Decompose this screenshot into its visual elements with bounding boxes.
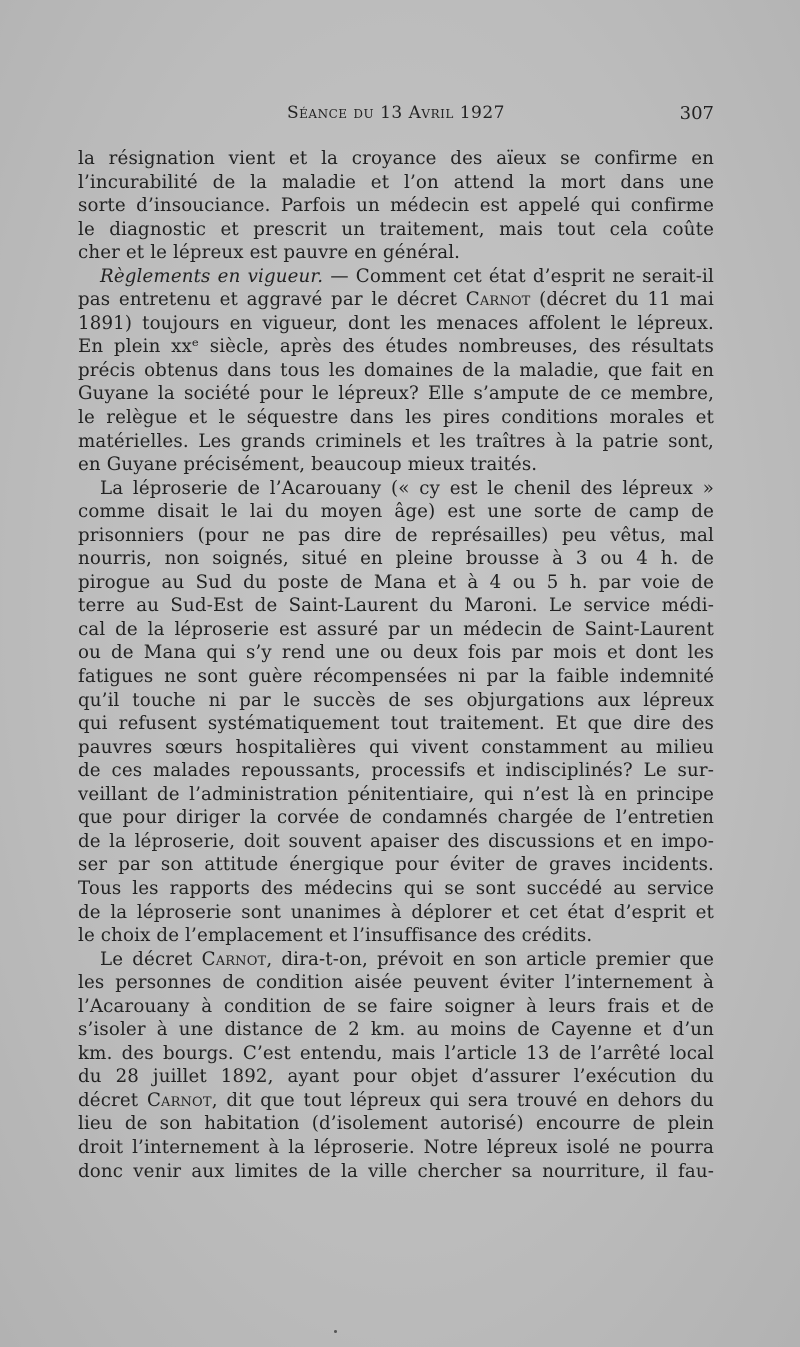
text-line: le diagnostic et prescrit un traitement, mais tout cela coûte xyxy=(78,218,714,240)
page-header xyxy=(78,103,714,129)
text-line: de la léproserie sont unanimes à déplorer et cet état d’esprit et xyxy=(78,901,714,923)
text-line: Guyane la société pour le lépreux? Elle s’ampute de ce membre, xyxy=(78,383,714,405)
running-head-day: 13 xyxy=(380,103,403,123)
proper-name: Carnot xyxy=(201,948,267,970)
text-line: le relègue et le séquestre dans les pires conditions morales et xyxy=(78,407,714,429)
text-line: pirogue au Sud du poste de Mana et à 4 ou 5 h. par voie de xyxy=(78,571,714,593)
text-line: qui refusent systématiquement tout traitement. Et que dire des xyxy=(78,713,714,735)
text-line: cal de la léproserie est assuré par un médecin de Saint-Laurent xyxy=(78,618,714,640)
section-heading: Règlements en vigueur. xyxy=(100,265,324,287)
text-line: cher et le lépreux est pauvre en général. xyxy=(78,242,461,264)
page-number: 307 xyxy=(679,103,714,124)
text-run: Le décret xyxy=(100,948,202,970)
text-run: (décret du 11 mai xyxy=(530,289,714,311)
text-line xyxy=(78,948,714,972)
text-line: lieu de son habitation (d’isolement autorisé) encourre de plein xyxy=(78,1113,714,1135)
text-run: , dit que tout lépreux qui sera trouvé en dehors du xyxy=(211,1089,714,1111)
text-line: de la léproserie, doit souvent apaiser des discussions et en impo- xyxy=(78,830,714,852)
body-text xyxy=(78,147,714,1183)
text-line: comme disait le lai du moyen âge) est une sorte de camp de xyxy=(78,501,714,523)
text-line: ou de Mana qui s’y rend une ou deux fois par mois et dont les xyxy=(78,642,714,664)
running-head-year: 1927 xyxy=(459,103,505,123)
text-line: l’Acarouany à condition de se faire soigner à leurs frais et de xyxy=(78,995,714,1017)
text-line: nourris, non soignés, situé en pleine brousse à 3 ou 4 h. de xyxy=(78,548,714,570)
text-line: les personnes de condition aisée peuvent éviter l’internement à xyxy=(78,972,714,994)
text-run: décret xyxy=(78,1089,147,1111)
text-run: pas entretenu et aggravé par le décret xyxy=(78,289,466,311)
text-line: sorte d’insouciance. Parfois un médecin est appelé qui confirme xyxy=(78,195,714,217)
text-line: prisonniers (pour ne pas dire de représailles) peu vêtus, mal xyxy=(78,524,714,546)
text-line xyxy=(78,265,714,289)
text-run: — Comment cet état d’esprit ne serait-il xyxy=(323,265,714,287)
text-line: le choix de l’emplacement et l’insuffisance des crédits. xyxy=(78,925,593,947)
text-line: La léproserie de l’Acarouany (« cy est le chenil des lépreux » xyxy=(100,477,714,499)
proper-name: Carnot xyxy=(465,289,531,311)
proper-name: Carnot xyxy=(146,1089,212,1111)
text-line: matérielles. Les grands criminels et les traîtres à la patrie sont, xyxy=(78,430,714,452)
text-line: que pour diriger la corvée de condamnés chargée de l’entretien xyxy=(78,807,714,829)
text-line: du 28 juillet 1892, ayant pour objet d’assurer l’exécution du xyxy=(78,1066,714,1088)
running-head-prefix: Séance du xyxy=(287,103,375,123)
text-run: , dira-t-on, prévoit en son article premier que xyxy=(266,948,714,970)
text-line: pauvres sœurs hospitalières qui vivent constamment au milieu xyxy=(78,736,714,758)
text-line: de ces malades repoussants, processifs et indisciplinés? Le sur- xyxy=(78,760,714,782)
text-line: veillant de l’administration pénitentiaire, qui n’est là en principe xyxy=(78,783,714,805)
text-line: km. des bourgs. C’est entendu, mais l’article 13 de l’arrêté local xyxy=(78,1042,714,1064)
text-line: précis obtenus dans tous les domaines de la maladie, que fait en xyxy=(78,359,714,381)
text-line: terre au Sud-Est de Saint-Laurent du Maroni. Le service médi- xyxy=(78,595,714,617)
running-head xyxy=(78,103,714,123)
text-line: Tous les rapports des médecins qui se sont succédé au service xyxy=(78,877,714,899)
text-line: 1891) toujours en vigueur, dont les menaces affolent le lépreux. xyxy=(78,312,714,334)
text-line: droit l’internement à la léproserie. Notre lépreux isolé ne pourra xyxy=(78,1136,714,1158)
text-line: qu’il touche ni par le succès de ses objurgations aux lépreux xyxy=(78,689,714,711)
text-line: en Guyane précisément, beaucoup mieux traités. xyxy=(78,454,538,476)
text-line: ser par son attitude énergique pour éviter de graves incidents. xyxy=(78,854,714,876)
text-line: s’isoler à une distance de 2 km. au moins de Cayenne et d’un xyxy=(78,1019,714,1041)
text-line xyxy=(78,1089,714,1113)
text-line: donc venir aux limites de la ville chercher sa nourriture, il fau- xyxy=(78,1160,714,1182)
running-head-month: Avril xyxy=(408,103,454,123)
text-line: la résignation vient et la croyance des aïeux se confirme en xyxy=(78,148,714,169)
paper-speck xyxy=(334,1330,337,1333)
text-line xyxy=(78,288,714,312)
text-line: l’incurabilité de la maladie et l’on attend la mort dans une xyxy=(78,171,714,193)
text-line: fatigues ne sont guère récompensées ni par la faible indemnité xyxy=(78,666,714,688)
text-line: En plein xxᵉ siècle, après des études nombreuses, des résultats xyxy=(78,336,714,358)
